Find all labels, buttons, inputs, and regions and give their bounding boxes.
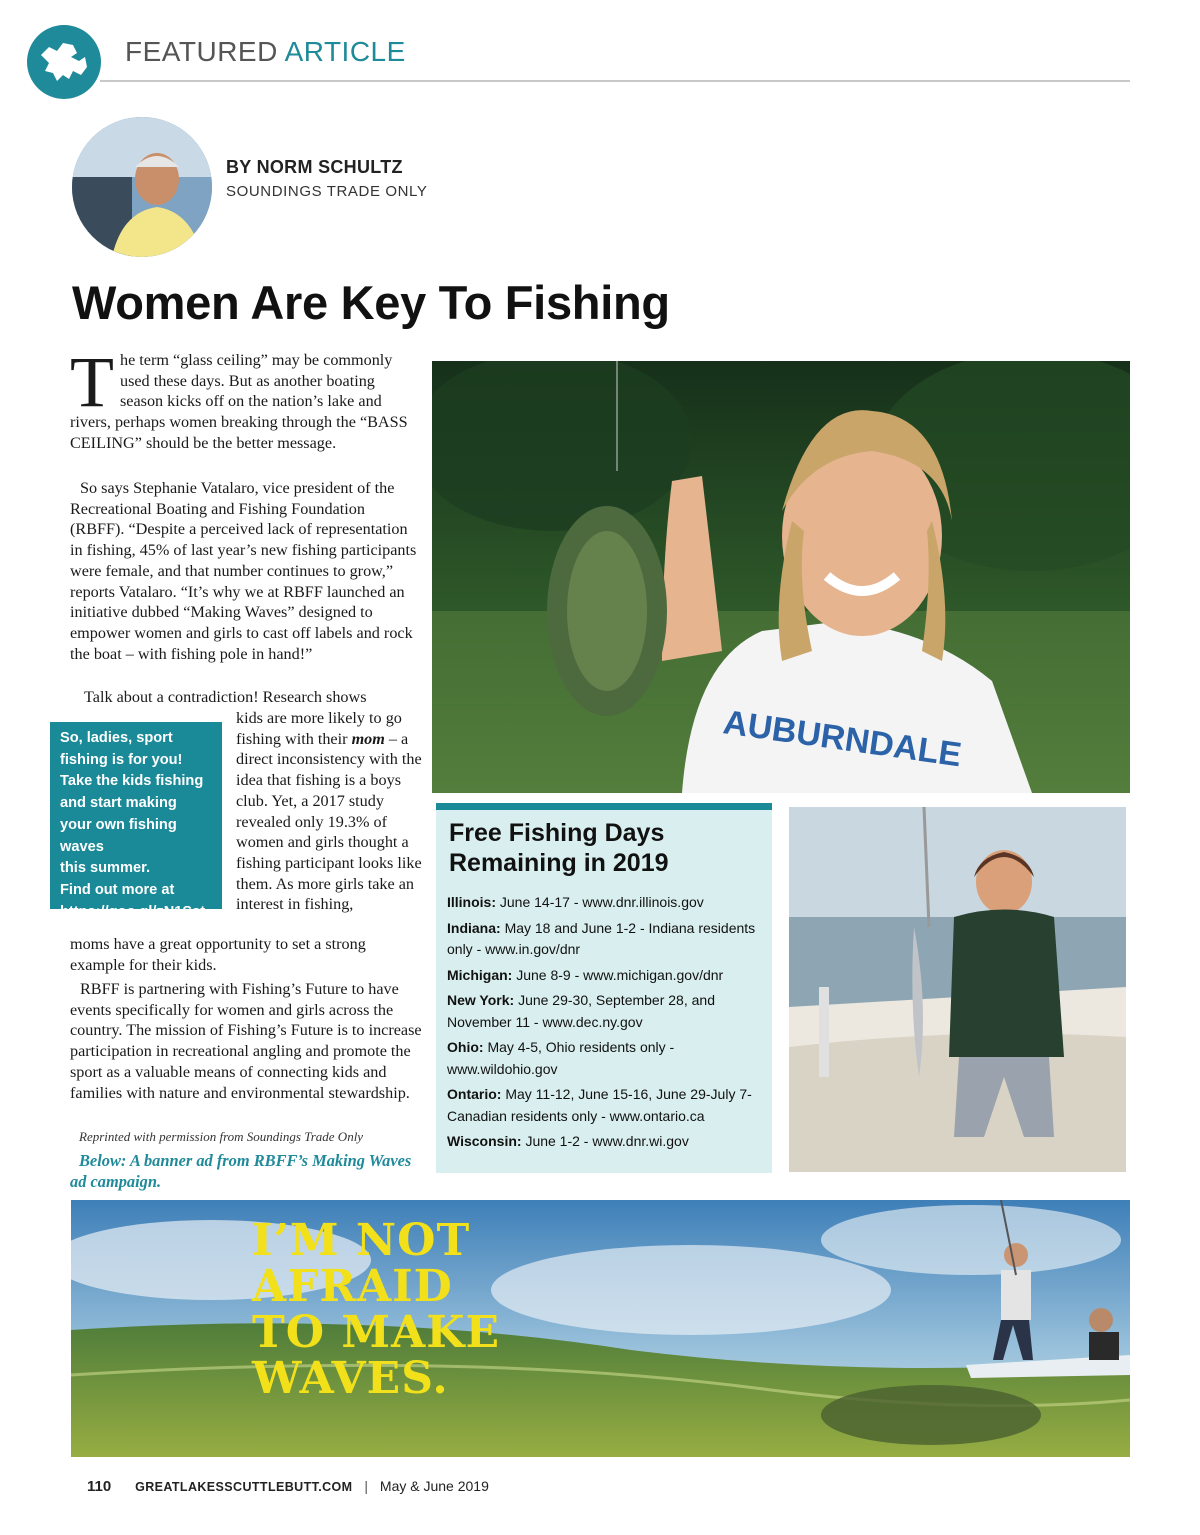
pull-quote-line: Take the kids fishing xyxy=(60,773,204,790)
paragraph-3-middle xyxy=(236,708,422,915)
state-details: June 1-2 - www.dnr.wi.gov xyxy=(525,1133,689,1149)
pull-quote xyxy=(50,722,222,920)
paragraph-3-middle-a: kids are more likely to go fishing with their xyxy=(236,709,402,748)
banner-line: AFRAID xyxy=(252,1261,453,1312)
sidebar-accent-bar xyxy=(436,803,772,810)
sidebar-title: Free Fishing Days Remaining in 2019 xyxy=(449,819,669,877)
paragraph-3-end: moms have a great opportunity to set a strong example for their kids. xyxy=(70,935,366,974)
page-footer xyxy=(87,1478,489,1495)
pull-quote-line: Find out more at xyxy=(60,881,175,898)
list-item xyxy=(447,1037,767,1080)
author-photo xyxy=(72,117,212,257)
pull-quote-line: your own fishing waves xyxy=(60,816,177,855)
reprint-note: Reprinted with permission from Soundings Trade Only xyxy=(79,1129,364,1144)
state-label: Ohio: xyxy=(447,1039,484,1055)
state-label: Michigan: xyxy=(447,966,513,983)
banner-line: TO MAKE xyxy=(252,1307,501,1358)
pull-quote-link[interactable]: https://goo.gl/zN1Sst. xyxy=(60,903,210,920)
banner-headline xyxy=(252,1215,501,1404)
state-details: June 14-17 - www.dnr.illinois.gov xyxy=(499,894,704,910)
pull-quote-line: So, ladies, sport xyxy=(60,730,173,746)
photo-woman-on-boat xyxy=(789,807,1126,1172)
state-label: Illinois: xyxy=(447,894,496,910)
banner-line: I’M NOT xyxy=(252,1215,471,1266)
paragraph-2: So says Stephanie Vatalaro, vice president of the Recreational Boating and Fishing Foundation (RBFF). “Despite a perceived lack of representation in fishing, 45% of last year’s new fishing participants were female, and that number continues to grow,” reports Vatalaro. “It’s why we at RBFF launched an initiative dubbed “Making Waves” designed to empower women and girls to cast off labels and rock the boat – with fishing pole in hand!” xyxy=(70,479,417,663)
section-label-accent: ARTICLE xyxy=(284,36,406,67)
list-item xyxy=(447,990,767,1033)
paragraph-1 xyxy=(70,342,420,454)
list-item xyxy=(447,892,767,914)
list-item xyxy=(447,918,767,961)
pull-quote-line: fishing is for you! xyxy=(60,751,183,768)
paragraph-3-start: Talk about a contradiction! Research shows xyxy=(84,688,367,706)
state-label: Ontario: xyxy=(447,1086,502,1102)
footer-separator: | xyxy=(364,1478,369,1494)
section-label xyxy=(125,36,406,68)
list-item xyxy=(447,965,767,987)
drop-cap: T xyxy=(70,342,114,422)
pull-quote-line: this summer. xyxy=(60,860,151,877)
state-details: May 11-12, June 15-16, June 29-July 7- Canadian residents only - www.ontario.ca xyxy=(447,1086,752,1124)
state-details: May 18 and June 1-2 - Indiana residents only - www.in.gov/dnr xyxy=(447,919,756,957)
emphasis-mom: mom xyxy=(351,729,385,748)
shirt-text: AUBURNDALE xyxy=(720,703,964,775)
state-details: June 29-30, September 28, and November 11 - www.dec.ny.gov xyxy=(447,992,715,1030)
section-label-prefix: FEATURED xyxy=(125,36,278,67)
byline: BY NORM SCHULTZ xyxy=(226,157,403,177)
state-label: Wisconsin: xyxy=(447,1133,522,1149)
state-details: May 4-5, Ohio residents only - www.wildohio.gov xyxy=(447,1039,675,1077)
paragraph-3-middle-b: – a direct inconsistency with the idea that fishing is a boys club. Yet, a 2017 study revealed only 19.3% of women and girls thought a fishing participant looks like them. As more girls take an interest in fishing, xyxy=(236,729,422,914)
photo-girl-with-fish xyxy=(432,361,1130,793)
footer-site: GREATLAKESSCUTTLEBUTT.COM xyxy=(135,1480,353,1494)
header-divider xyxy=(100,80,1130,82)
page-number: 110 xyxy=(87,1478,112,1495)
byline-organization: SOUNDINGS TRADE ONLY xyxy=(226,183,428,200)
making-waves-banner-ad xyxy=(71,1200,1130,1457)
state-label: New York: xyxy=(447,992,515,1008)
great-lakes-logo-icon xyxy=(27,25,101,99)
state-label: Indiana: xyxy=(447,919,501,936)
list-item xyxy=(447,1131,767,1153)
banner-line: WAVES. xyxy=(252,1353,449,1404)
pull-quote-line: and start making xyxy=(60,795,177,812)
article-headline: Women Are Key To Fishing xyxy=(72,276,670,329)
state-details: June 8-9 - www.michigan.gov/dnr xyxy=(516,966,724,983)
list-item xyxy=(447,1084,767,1127)
footer-issue: May & June 2019 xyxy=(379,1478,489,1494)
banner-caption: Below: A banner ad from RBFF’s Making Waves ad campaign. xyxy=(70,1151,412,1191)
fishing-days-list xyxy=(447,892,767,1157)
paragraph-4: RBFF is partnering with Fishing’s Future to have events specifically for women and girls across the country. The mission of Fishing’s Future is to increase participation in recreational angling and promote the sport as a valuable means of connecting kids and families with nature and environmental stewardship. xyxy=(70,980,422,1102)
paragraph-1-text: he term “glass ceiling” may be commonly used these days. But as another boating season kicks off on the nation’s lake and rivers, perhaps women breaking through the “BASS CEILING” should be the better message. xyxy=(70,351,408,452)
